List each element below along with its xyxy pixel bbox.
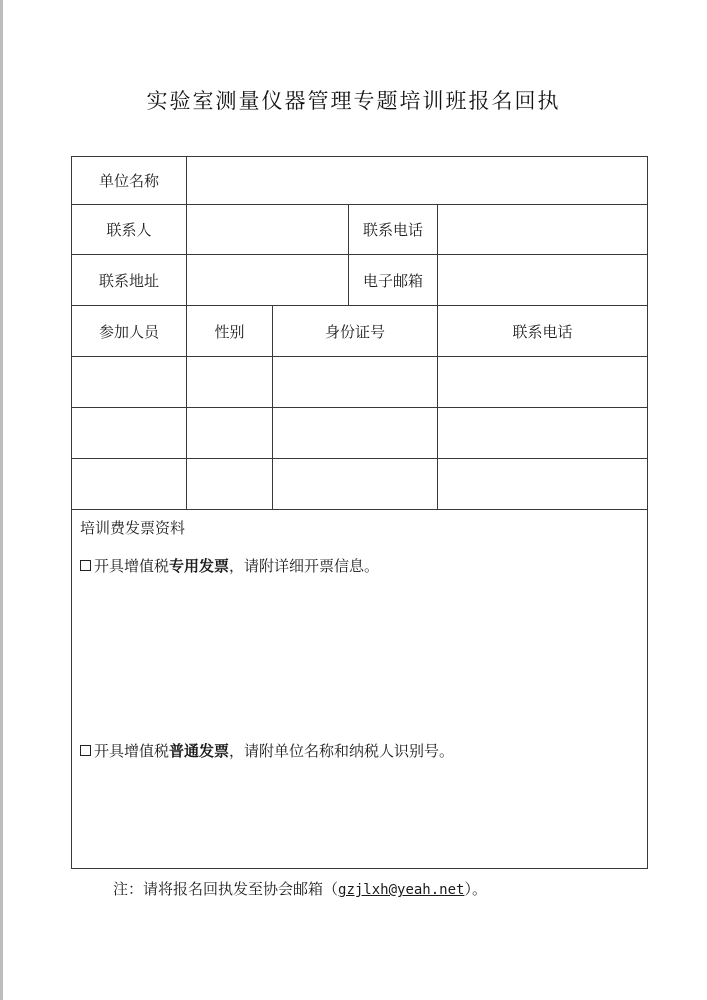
row-contact-address	[72, 255, 648, 306]
participant-gender-field[interactable]	[187, 408, 273, 459]
row-unit-name	[72, 157, 648, 205]
special-invoice-bold: 专用发票	[169, 557, 230, 575]
email-field[interactable]	[438, 255, 648, 306]
participant-row	[72, 408, 648, 459]
contact-person-field[interactable]	[187, 205, 349, 255]
email-link[interactable]: gzjlxh@yeah.net	[338, 882, 465, 898]
participant-gender-field[interactable]	[187, 357, 273, 408]
id-number-header: 身份证号	[273, 306, 438, 357]
participants-header: 参加人员	[72, 306, 187, 357]
contact-address-label: 联系地址	[72, 255, 187, 306]
participant-phone-field[interactable]	[438, 357, 648, 408]
participant-id-field[interactable]	[273, 357, 438, 408]
unit-name-field[interactable]	[187, 157, 648, 205]
contact-person-label: 联系人	[72, 205, 187, 255]
page-edge-line	[0, 0, 3, 1000]
footer-note	[113, 878, 487, 899]
unit-name-label: 单位名称	[72, 157, 187, 205]
email-label: 电子邮箱	[349, 255, 438, 306]
general-invoice-bold: 普通发票	[169, 742, 230, 760]
participant-phone-field[interactable]	[438, 459, 648, 510]
row-contact-person	[72, 205, 648, 255]
general-invoice-option[interactable]	[80, 740, 454, 761]
general-invoice-pre: 开具增值税	[94, 742, 170, 760]
participant-row	[72, 357, 648, 408]
participant-gender-field[interactable]	[187, 459, 273, 510]
participant-id-field[interactable]	[273, 408, 438, 459]
note-suffix: ）。	[464, 880, 487, 898]
participants-header-row	[72, 306, 648, 357]
invoice-section	[72, 510, 648, 869]
participant-id-field[interactable]	[273, 459, 438, 510]
document-title: 实验室测量仪器管理专题培训班报名回执	[146, 89, 561, 113]
special-invoice-pre: 开具增值税	[94, 557, 170, 575]
participant-name-field[interactable]	[72, 459, 187, 510]
special-invoice-option[interactable]	[80, 555, 379, 576]
special-invoice-post: ，请附详细开票信息。	[229, 557, 380, 575]
participant-phone-field[interactable]	[438, 408, 648, 459]
contact-address-field[interactable]	[187, 255, 349, 306]
contact-phone-label: 联系电话	[349, 205, 438, 255]
phone-header: 联系电话	[438, 306, 648, 357]
participant-name-field[interactable]	[72, 408, 187, 459]
registration-form-table	[71, 156, 648, 869]
note-prefix: 注：请将报名回执发至协会邮箱（	[113, 880, 339, 898]
special-invoice-checkbox[interactable]	[80, 560, 91, 571]
participant-name-field[interactable]	[72, 357, 187, 408]
contact-phone-field[interactable]	[438, 205, 648, 255]
general-invoice-checkbox[interactable]	[80, 745, 91, 756]
gender-header: 性别	[187, 306, 273, 357]
invoice-heading: 培训费发票资料	[80, 519, 186, 537]
participant-row	[72, 459, 648, 510]
invoice-section-row	[72, 510, 648, 869]
general-invoice-post: ，请附单位名称和纳税人识别号。	[229, 742, 455, 760]
